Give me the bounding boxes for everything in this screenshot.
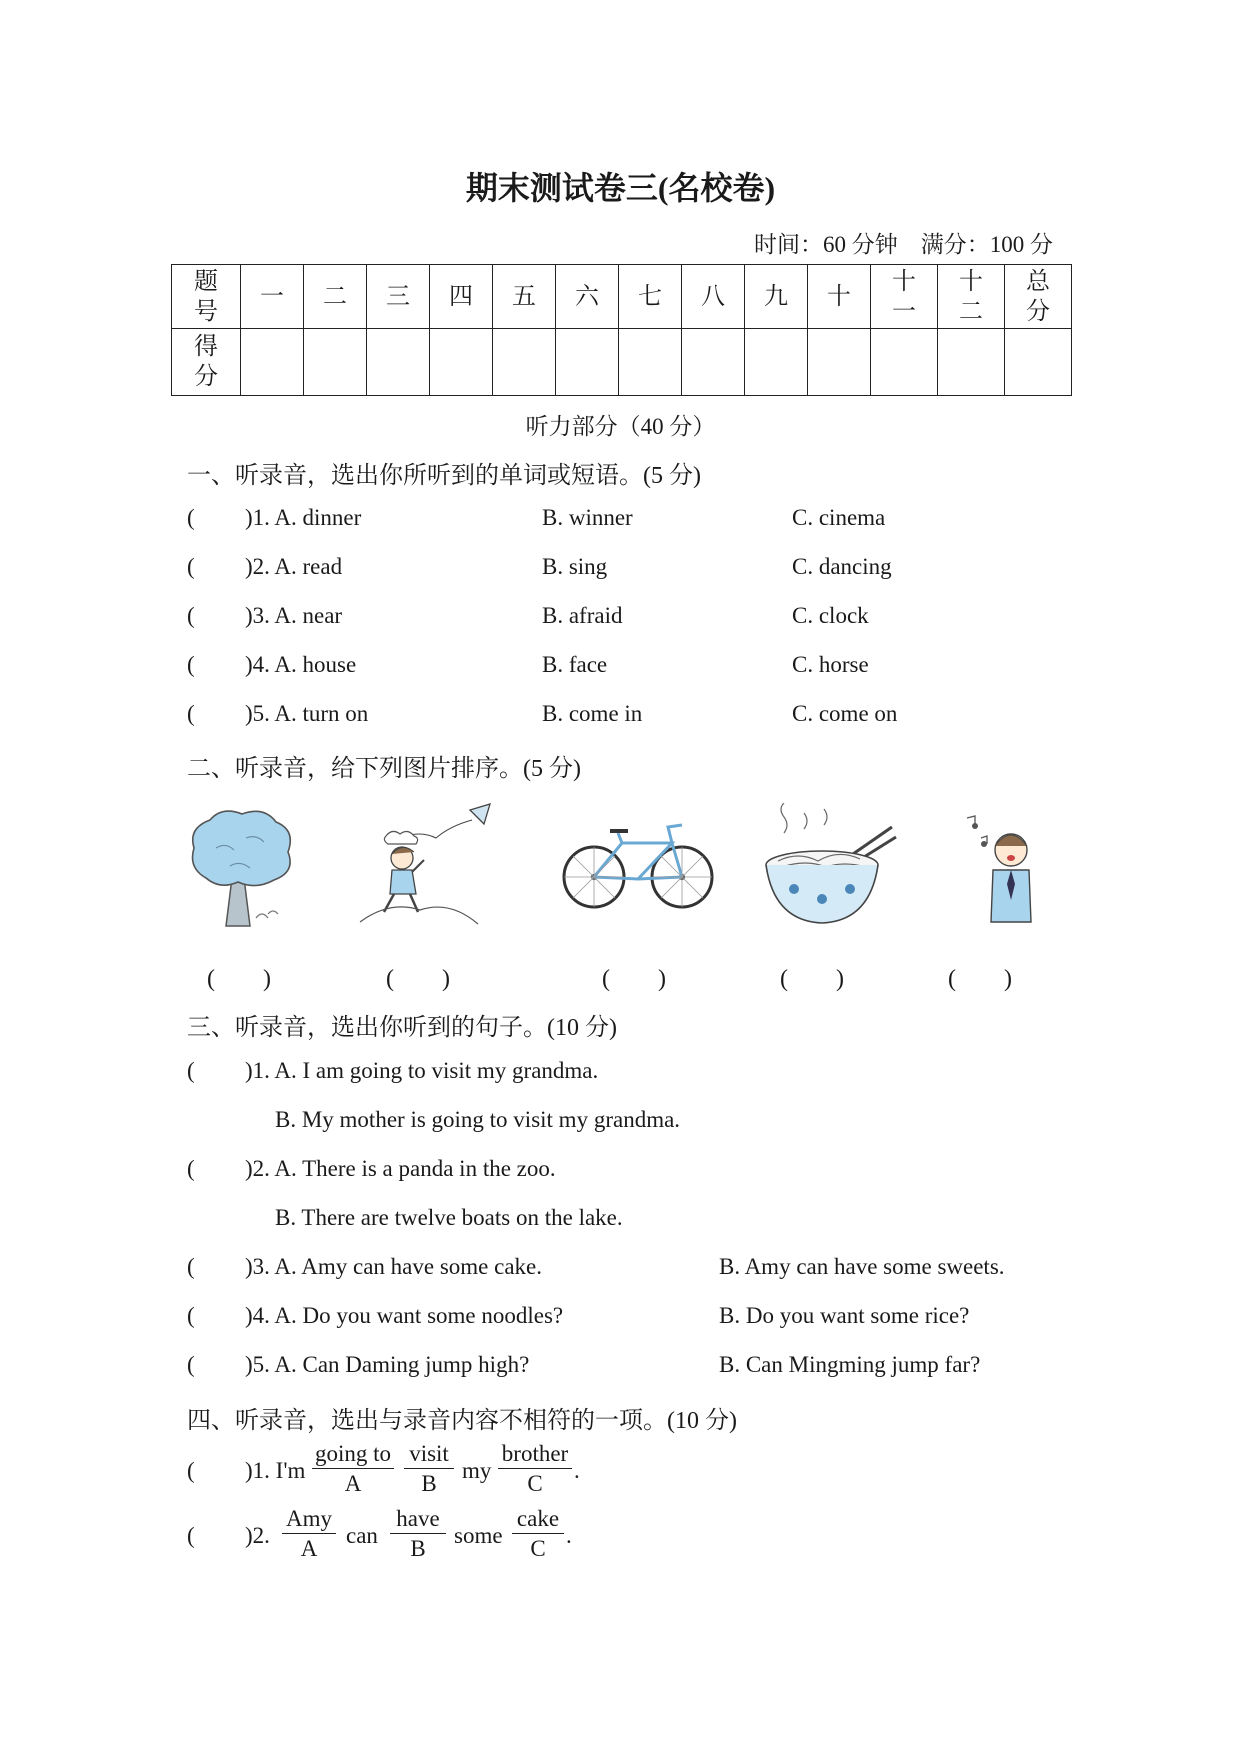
option-a: )1. A. dinner bbox=[245, 505, 362, 530]
answer-blank[interactable]: ( ) bbox=[386, 966, 450, 992]
score-cell[interactable] bbox=[745, 329, 808, 396]
answer-blank[interactable]: ( ) bbox=[948, 966, 1012, 992]
option-a: )2. A. read bbox=[245, 554, 343, 579]
option-c: C. come on bbox=[792, 701, 898, 726]
score-cell[interactable] bbox=[808, 329, 871, 396]
underlined-option-c: brother C bbox=[498, 1440, 572, 1499]
section1-heading: 一、听录音，选出你所听到的单词或短语。(5 分) bbox=[187, 463, 701, 489]
option-a: )1. A. I am going to visit my grandma. bbox=[245, 1058, 599, 1083]
answer-open-paren[interactable]: ( bbox=[187, 1458, 195, 1483]
answer-open-paren[interactable]: ( bbox=[187, 1254, 195, 1279]
option-b: B. face bbox=[542, 652, 608, 677]
column-4: 四 bbox=[430, 265, 493, 329]
score-cell[interactable] bbox=[619, 329, 682, 396]
section2-heading: 二、听录音，给下列图片排序。(5 分) bbox=[187, 756, 581, 782]
underlined-option-a: Amy A bbox=[282, 1505, 336, 1564]
answer-open-paren[interactable]: ( bbox=[187, 1523, 195, 1548]
column-6: 六 bbox=[556, 265, 619, 329]
connector-word: some bbox=[454, 1523, 503, 1548]
bicycle-icon bbox=[560, 815, 716, 915]
answer-open-paren[interactable]: ( bbox=[187, 652, 195, 677]
option-b: B. Do you want some rice? bbox=[719, 1303, 970, 1328]
option-b: B. come in bbox=[542, 701, 643, 726]
score-cell[interactable] bbox=[682, 329, 745, 396]
underlined-option-c: cake C bbox=[512, 1505, 564, 1564]
answer-open-paren[interactable]: ( bbox=[187, 554, 195, 579]
tree-icon bbox=[186, 808, 298, 928]
column-12: 十二 bbox=[938, 265, 1005, 329]
section4-heading: 四、听录音，选出与录音内容不相符的一项。(10 分) bbox=[187, 1408, 737, 1434]
option-a: )3. A. near bbox=[245, 603, 343, 628]
score-cell[interactable] bbox=[430, 329, 493, 396]
column-2: 二 bbox=[304, 265, 367, 329]
underlined-option-a: going to A bbox=[312, 1440, 394, 1499]
option-a: )4. A. Do you want some noodles? bbox=[245, 1303, 564, 1328]
answer-open-paren[interactable]: ( bbox=[187, 701, 195, 726]
underlined-option-b: have B bbox=[390, 1505, 446, 1564]
column-3: 三 bbox=[367, 265, 430, 329]
column-11: 十一 bbox=[871, 265, 938, 329]
answer-open-paren[interactable]: ( bbox=[187, 1303, 195, 1328]
score-cell[interactable] bbox=[871, 329, 938, 396]
option-a: )2. A. There is a panda in the zoo. bbox=[245, 1156, 556, 1181]
option-c: C. cinema bbox=[792, 505, 886, 530]
option-b: B. afraid bbox=[542, 603, 623, 628]
option-a: )3. A. Amy can have some cake. bbox=[245, 1254, 542, 1279]
column-8: 八 bbox=[682, 265, 745, 329]
period: . bbox=[574, 1458, 580, 1483]
time-score-info: 时间：60 分钟 满分：100 分 bbox=[754, 232, 1053, 257]
column-9: 九 bbox=[745, 265, 808, 329]
column-7: 七 bbox=[619, 265, 682, 329]
page-title: 期末测试卷三(名校卷) bbox=[465, 170, 776, 206]
kite-boy-icon bbox=[350, 800, 500, 930]
option-b: B. winner bbox=[542, 505, 633, 530]
column-total: 总分 bbox=[1005, 265, 1072, 329]
answer-open-paren[interactable]: ( bbox=[187, 603, 195, 628]
column-10: 十 bbox=[808, 265, 871, 329]
section3-heading: 三、听录音，选出你听到的句子。(10 分) bbox=[187, 1015, 617, 1041]
option-b: B. Amy can have some sweets. bbox=[719, 1254, 1005, 1279]
answer-open-paren[interactable]: ( bbox=[187, 1352, 195, 1377]
answer-open-paren[interactable]: ( bbox=[187, 505, 195, 530]
score-table-header-cell: 题号 bbox=[172, 265, 241, 329]
question-prefix: )1. I'm bbox=[245, 1458, 306, 1483]
question-prefix: )2. bbox=[245, 1523, 270, 1548]
noodles-bowl-icon bbox=[760, 803, 900, 929]
score-cell[interactable] bbox=[1005, 329, 1072, 396]
option-b: B. My mother is going to visit my grandma. bbox=[275, 1107, 681, 1132]
connector-word: can bbox=[346, 1523, 378, 1548]
option-c: C. dancing bbox=[792, 554, 892, 579]
score-cell[interactable] bbox=[367, 329, 430, 396]
underlined-option-b: visit B bbox=[404, 1440, 454, 1499]
answer-blank[interactable]: ( ) bbox=[602, 966, 666, 992]
score-row-header-cell: 得分 bbox=[172, 329, 241, 396]
option-b: B. Can Mingming jump far? bbox=[719, 1352, 981, 1377]
answer-open-paren[interactable]: ( bbox=[187, 1058, 195, 1083]
listening-heading: 听力部分（40 分） bbox=[525, 414, 716, 439]
answer-open-paren[interactable]: ( bbox=[187, 1156, 195, 1181]
score-cell[interactable] bbox=[556, 329, 619, 396]
period: . bbox=[566, 1523, 572, 1548]
option-b: B. sing bbox=[542, 554, 608, 579]
option-b: B. There are twelve boats on the lake. bbox=[275, 1205, 623, 1230]
option-c: C. clock bbox=[792, 603, 869, 628]
answer-blank[interactable]: ( ) bbox=[780, 966, 844, 992]
option-a: )5. A. turn on bbox=[245, 701, 369, 726]
option-a: )4. A. house bbox=[245, 652, 357, 677]
score-cell[interactable] bbox=[493, 329, 556, 396]
connector-word: my bbox=[462, 1458, 492, 1483]
score-cell[interactable] bbox=[241, 329, 304, 396]
option-c: C. horse bbox=[792, 652, 869, 677]
option-a: )5. A. Can Daming jump high? bbox=[245, 1352, 530, 1377]
column-5: 五 bbox=[493, 265, 556, 329]
score-cell[interactable] bbox=[938, 329, 1005, 396]
answer-blank[interactable]: ( ) bbox=[207, 966, 271, 992]
singing-boy-icon bbox=[965, 810, 1045, 930]
column-1: 一 bbox=[241, 265, 304, 329]
score-cell[interactable] bbox=[304, 329, 367, 396]
score-table bbox=[171, 264, 1072, 396]
